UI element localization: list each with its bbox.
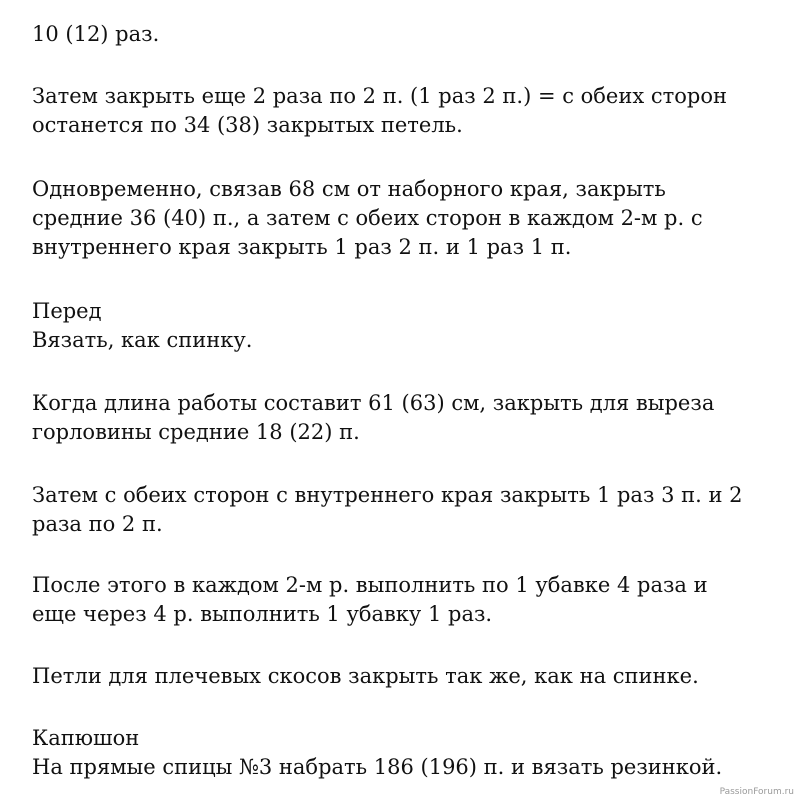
paragraph-hood bbox=[32, 724, 788, 782]
paragraph-decreases bbox=[32, 571, 788, 629]
text-line: После этого в каждом 2-м р. выполнить по 1 убавке 4 раза и bbox=[32, 573, 708, 597]
paragraph-bind-off-sides bbox=[32, 82, 788, 140]
text-line: 10 (12) раз. bbox=[32, 22, 160, 46]
paragraph-neck-shaping bbox=[32, 175, 788, 262]
text-line: Вязать, как спинку. bbox=[32, 328, 253, 352]
text-line: На прямые спицы №3 набрать 186 (196) п. и вязать резинкой. bbox=[32, 755, 723, 779]
text-line: еще через 4 р. выполнить 1 убавку 1 раз. bbox=[32, 602, 493, 626]
text-line: раза по 2 п. bbox=[32, 512, 163, 536]
paragraph-neckline-opening bbox=[32, 389, 788, 447]
text-line: Затем закрыть еще 2 раза по 2 п. (1 раз 2 п.) = с обеих сторон bbox=[32, 84, 727, 108]
text-line: Когда длина работы составит 61 (63) см, закрыть для выреза bbox=[32, 391, 715, 415]
paragraph-rows-count bbox=[32, 20, 788, 49]
text-line: останется по 34 (38) закрытых петель. bbox=[32, 113, 463, 137]
watermark: PassionForum.ru bbox=[719, 787, 794, 797]
paragraph-shoulders bbox=[32, 662, 788, 691]
text-line: Затем с обеих сторон с внутреннего края закрыть 1 раз 3 п. и 2 bbox=[32, 483, 743, 507]
text-line: внутреннего края закрыть 1 раз 2 п. и 1 раз 1 п. bbox=[32, 235, 572, 259]
text-line: средние 36 (40) п., а затем с обеих сторон в каждом 2-м р. с bbox=[32, 206, 703, 230]
paragraph-front bbox=[32, 297, 788, 355]
text-line: Петли для плечевых скосов закрыть так же, как на спинке. bbox=[32, 664, 699, 688]
text-line: горловины средние 18 (22) п. bbox=[32, 420, 360, 444]
section-heading-front: Перед bbox=[32, 299, 102, 323]
paragraph-inner-edge bbox=[32, 481, 788, 539]
text-line: Одновременно, связав 68 см от наборного края, закрыть bbox=[32, 177, 666, 201]
section-heading-hood: Капюшон bbox=[32, 726, 140, 750]
